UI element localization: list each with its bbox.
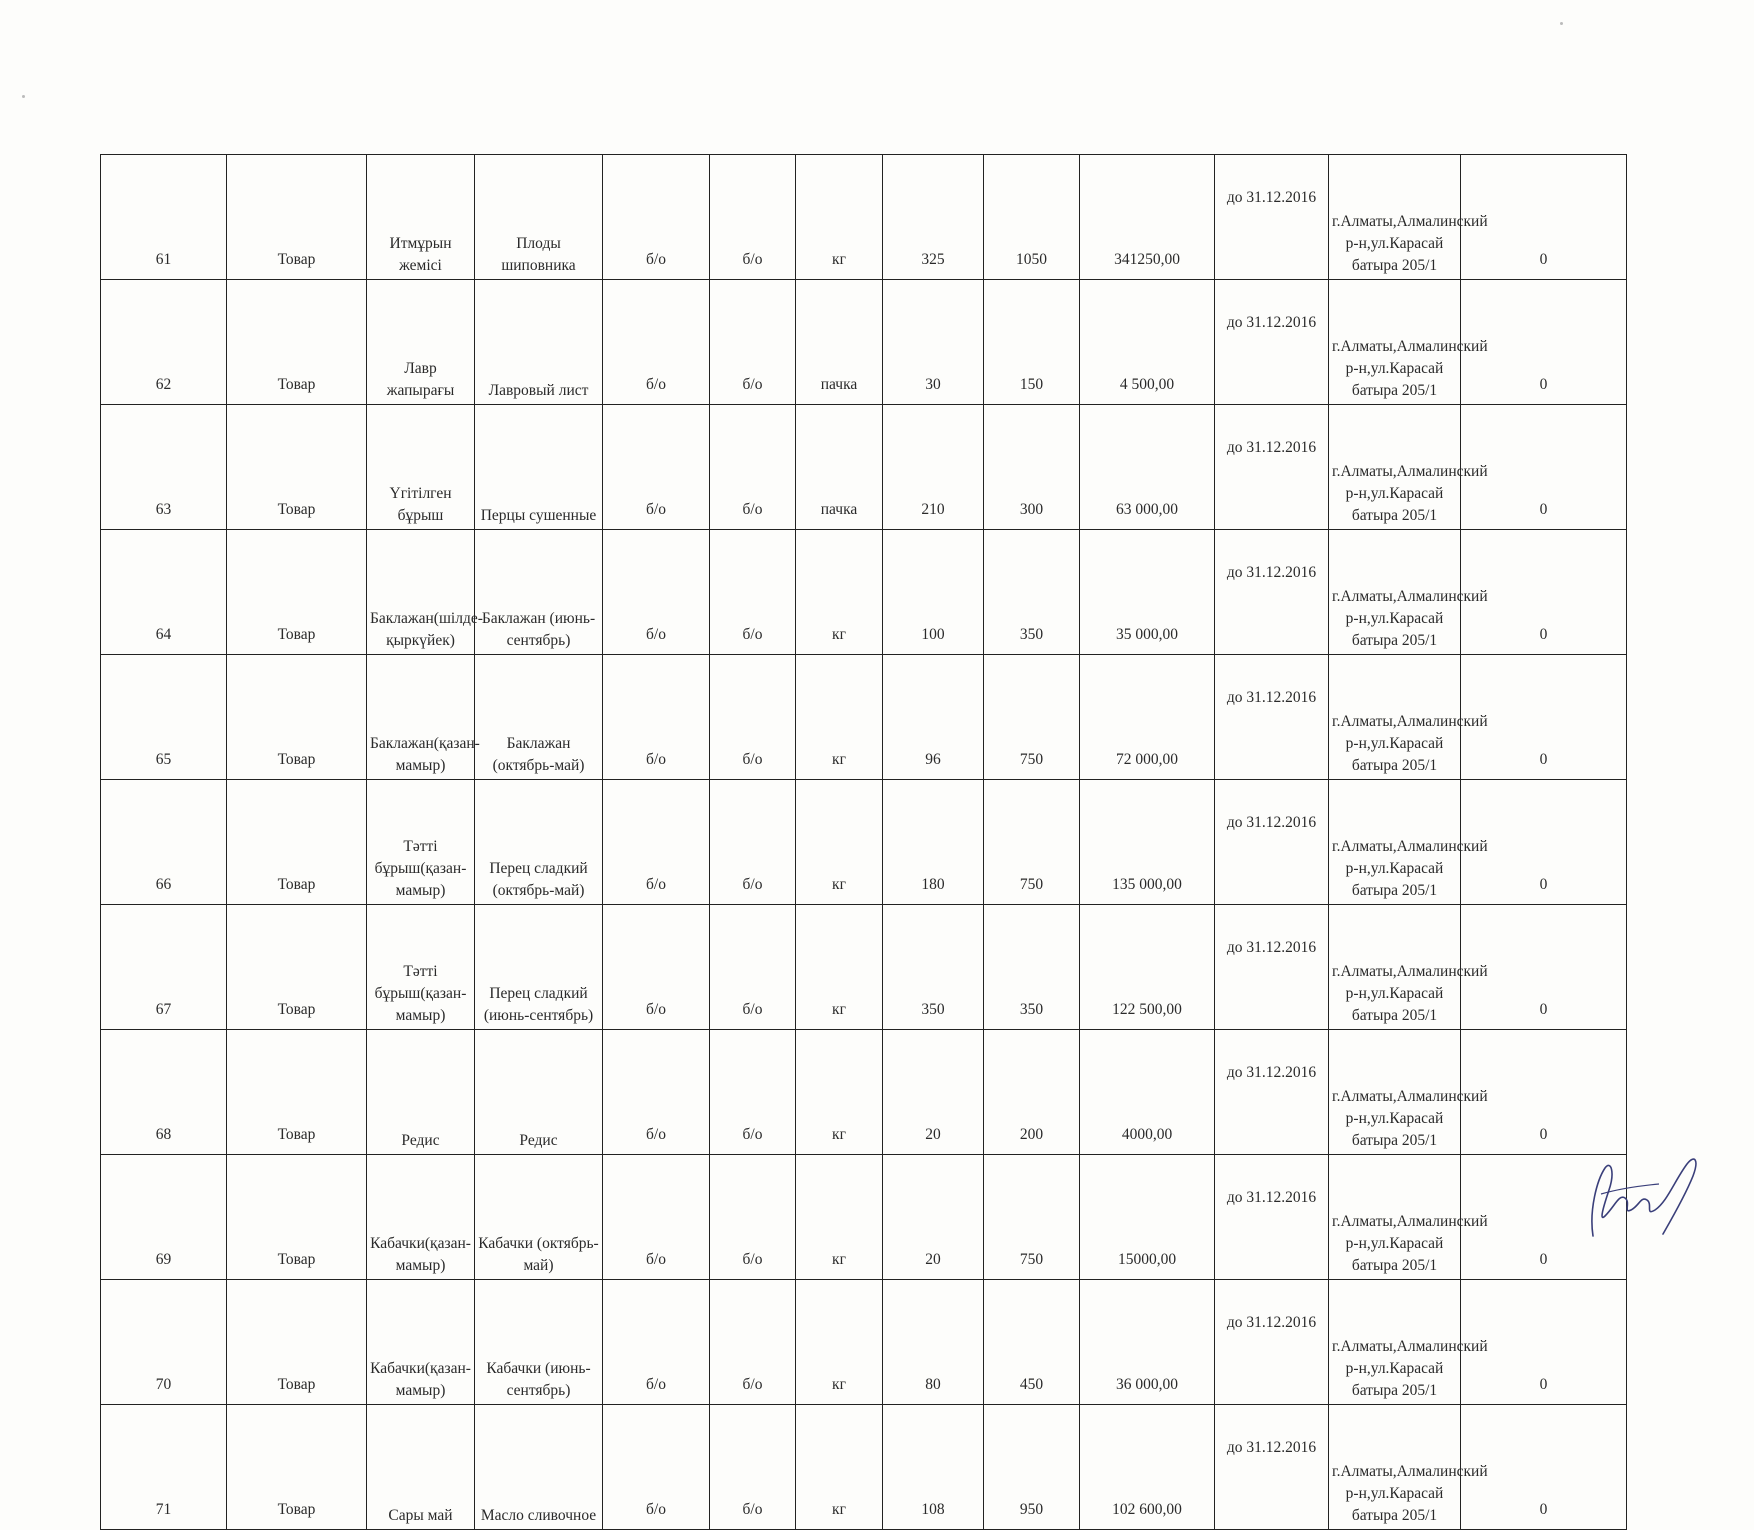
delivery-address-cell: г.Алматы,Алмалинский р-н,ул.Карасай батыра 205/1 bbox=[1329, 1030, 1461, 1155]
name-russian-cell: Кабачки (июнь-сентябрь) bbox=[475, 1280, 603, 1405]
advance-payment-cell: 0 bbox=[1461, 1155, 1627, 1280]
table-row bbox=[101, 280, 1627, 405]
scan-speck bbox=[1560, 22, 1563, 25]
unit-of-measure-cell: кг bbox=[796, 1030, 883, 1155]
quantity-cell: 100 bbox=[883, 530, 984, 655]
unit-price-cell: 950 bbox=[984, 1405, 1080, 1530]
name-kazakh-cell: Баклажан(қазан-мамыр) bbox=[367, 655, 475, 780]
delivery-term-cell: до 31.12.2016 bbox=[1215, 905, 1329, 1030]
delivery-term-cell: до 31.12.2016 bbox=[1215, 405, 1329, 530]
name-russian-cell: Масло сливочное bbox=[475, 1405, 603, 1530]
spec-1-cell: б/о bbox=[603, 280, 710, 405]
advance-payment-cell: 0 bbox=[1461, 1405, 1627, 1530]
name-kazakh-cell: Кабачки(қазан-мамыр) bbox=[367, 1280, 475, 1405]
unit-of-measure-cell: кг bbox=[796, 155, 883, 280]
total-sum-cell: 4000,00 bbox=[1080, 1030, 1215, 1155]
advance-payment-cell: 0 bbox=[1461, 905, 1627, 1030]
quantity-cell: 20 bbox=[883, 1030, 984, 1155]
total-sum-cell: 102 600,00 bbox=[1080, 1405, 1215, 1530]
quantity-cell: 20 bbox=[883, 1155, 984, 1280]
spec-2-cell: б/о bbox=[710, 905, 796, 1030]
row-number-cell: 67 bbox=[101, 905, 227, 1030]
quantity-cell: 350 bbox=[883, 905, 984, 1030]
table-row bbox=[101, 655, 1627, 780]
spec-2-cell: б/о bbox=[710, 405, 796, 530]
delivery-address-cell: г.Алматы,Алмалинский р-н,ул.Карасай батыра 205/1 bbox=[1329, 530, 1461, 655]
table-row bbox=[101, 155, 1627, 280]
spec-1-cell: б/о bbox=[603, 1280, 710, 1405]
scan-speck bbox=[22, 95, 25, 98]
row-number-cell: 63 bbox=[101, 405, 227, 530]
unit-price-cell: 1050 bbox=[984, 155, 1080, 280]
table-row bbox=[101, 1155, 1627, 1280]
spec-2-cell: б/о bbox=[710, 1030, 796, 1155]
name-russian-cell: Баклажан (июнь-сентябрь) bbox=[475, 530, 603, 655]
unit-of-measure-cell: кг bbox=[796, 905, 883, 1030]
delivery-term-cell: до 31.12.2016 bbox=[1215, 780, 1329, 905]
unit-price-cell: 200 bbox=[984, 1030, 1080, 1155]
total-sum-cell: 341250,00 bbox=[1080, 155, 1215, 280]
quantity-cell: 210 bbox=[883, 405, 984, 530]
delivery-address-cell: г.Алматы,Алмалинский р-н,ул.Карасай батыра 205/1 bbox=[1329, 280, 1461, 405]
spec-1-cell: б/о bbox=[603, 1405, 710, 1530]
unit-price-cell: 450 bbox=[984, 1280, 1080, 1405]
unit-price-cell: 300 bbox=[984, 405, 1080, 530]
name-russian-cell: Лавровый лист bbox=[475, 280, 603, 405]
row-number-cell: 66 bbox=[101, 780, 227, 905]
unit-of-measure-cell: кг bbox=[796, 530, 883, 655]
name-russian-cell: Баклажан (октябрь-май) bbox=[475, 655, 603, 780]
delivery-term-cell: до 31.12.2016 bbox=[1215, 1155, 1329, 1280]
spec-2-cell: б/о bbox=[710, 1405, 796, 1530]
row-type-cell: Товар bbox=[227, 155, 367, 280]
delivery-term-cell: до 31.12.2016 bbox=[1215, 280, 1329, 405]
row-number-cell: 69 bbox=[101, 1155, 227, 1280]
name-kazakh-cell: Үгітілген бұрыш bbox=[367, 405, 475, 530]
delivery-term-cell: до 31.12.2016 bbox=[1215, 655, 1329, 780]
delivery-address-cell: г.Алматы,Алмалинский р-н,ул.Карасай батыра 205/1 bbox=[1329, 780, 1461, 905]
spec-2-cell: б/о bbox=[710, 155, 796, 280]
table-row bbox=[101, 905, 1627, 1030]
table-row bbox=[101, 1280, 1627, 1405]
row-number-cell: 68 bbox=[101, 1030, 227, 1155]
advance-payment-cell: 0 bbox=[1461, 405, 1627, 530]
delivery-address-cell: г.Алматы,Алмалинский р-н,ул.Карасай батыра 205/1 bbox=[1329, 905, 1461, 1030]
table-row bbox=[101, 1030, 1627, 1155]
spec-2-cell: б/о bbox=[710, 780, 796, 905]
row-type-cell: Товар bbox=[227, 1155, 367, 1280]
delivery-address-cell: г.Алматы,Алмалинский р-н,ул.Карасай батыра 205/1 bbox=[1329, 655, 1461, 780]
goods-table-body bbox=[101, 155, 1627, 1530]
name-kazakh-cell: Тәтті бұрыш(қазан-мамыр) bbox=[367, 780, 475, 905]
total-sum-cell: 4 500,00 bbox=[1080, 280, 1215, 405]
advance-payment-cell: 0 bbox=[1461, 655, 1627, 780]
row-number-cell: 70 bbox=[101, 1280, 227, 1405]
spec-2-cell: б/о bbox=[710, 1155, 796, 1280]
name-kazakh-cell: Баклажан(шілде-қыркүйек) bbox=[367, 530, 475, 655]
spec-2-cell: б/о bbox=[710, 280, 796, 405]
advance-payment-cell: 0 bbox=[1461, 1030, 1627, 1155]
quantity-cell: 30 bbox=[883, 280, 984, 405]
total-sum-cell: 122 500,00 bbox=[1080, 905, 1215, 1030]
table-row bbox=[101, 405, 1627, 530]
name-russian-cell: Перец сладкий (июнь-сентябрь) bbox=[475, 905, 603, 1030]
row-type-cell: Товар bbox=[227, 905, 367, 1030]
row-number-cell: 65 bbox=[101, 655, 227, 780]
row-type-cell: Товар bbox=[227, 1280, 367, 1405]
table-row bbox=[101, 780, 1627, 905]
total-sum-cell: 15000,00 bbox=[1080, 1155, 1215, 1280]
advance-payment-cell: 0 bbox=[1461, 1280, 1627, 1405]
name-russian-cell: Кабачки (октябрь-май) bbox=[475, 1155, 603, 1280]
name-russian-cell: Редис bbox=[475, 1030, 603, 1155]
procurement-table-sheet bbox=[100, 154, 1626, 1530]
name-kazakh-cell: Тәтті бұрыш(қазан-мамыр) bbox=[367, 905, 475, 1030]
unit-price-cell: 350 bbox=[984, 530, 1080, 655]
name-kazakh-cell: Итмұрын жемісі bbox=[367, 155, 475, 280]
spec-1-cell: б/о bbox=[603, 155, 710, 280]
name-russian-cell: Перцы сушенные bbox=[475, 405, 603, 530]
row-number-cell: 71 bbox=[101, 1405, 227, 1530]
name-kazakh-cell: Сары май bbox=[367, 1405, 475, 1530]
advance-payment-cell: 0 bbox=[1461, 780, 1627, 905]
unit-of-measure-cell: кг bbox=[796, 655, 883, 780]
quantity-cell: 180 bbox=[883, 780, 984, 905]
total-sum-cell: 35 000,00 bbox=[1080, 530, 1215, 655]
unit-of-measure-cell: кг bbox=[796, 780, 883, 905]
goods-table bbox=[100, 154, 1627, 1530]
spec-2-cell: б/о bbox=[710, 1280, 796, 1405]
quantity-cell: 96 bbox=[883, 655, 984, 780]
spec-1-cell: б/о bbox=[603, 1155, 710, 1280]
unit-of-measure-cell: кг bbox=[796, 1280, 883, 1405]
row-type-cell: Товар bbox=[227, 655, 367, 780]
delivery-term-cell: до 31.12.2016 bbox=[1215, 1280, 1329, 1405]
unit-price-cell: 750 bbox=[984, 655, 1080, 780]
row-number-cell: 62 bbox=[101, 280, 227, 405]
unit-of-measure-cell: кг bbox=[796, 1405, 883, 1530]
total-sum-cell: 72 000,00 bbox=[1080, 655, 1215, 780]
unit-of-measure-cell: кг bbox=[796, 1155, 883, 1280]
quantity-cell: 325 bbox=[883, 155, 984, 280]
delivery-term-cell: до 31.12.2016 bbox=[1215, 155, 1329, 280]
delivery-address-cell: г.Алматы,Алмалинский р-н,ул.Карасай батыра 205/1 bbox=[1329, 1405, 1461, 1530]
unit-price-cell: 750 bbox=[984, 780, 1080, 905]
unit-price-cell: 750 bbox=[984, 1155, 1080, 1280]
spec-2-cell: б/о bbox=[710, 530, 796, 655]
delivery-term-cell: до 31.12.2016 bbox=[1215, 1030, 1329, 1155]
table-row bbox=[101, 1405, 1627, 1530]
delivery-address-cell: г.Алматы,Алмалинский р-н,ул.Карасай батыра 205/1 bbox=[1329, 405, 1461, 530]
row-type-cell: Товар bbox=[227, 405, 367, 530]
delivery-term-cell: до 31.12.2016 bbox=[1215, 1405, 1329, 1530]
spec-1-cell: б/о bbox=[603, 1030, 710, 1155]
row-type-cell: Товар bbox=[227, 1030, 367, 1155]
quantity-cell: 80 bbox=[883, 1280, 984, 1405]
unit-of-measure-cell: пачка bbox=[796, 280, 883, 405]
spec-1-cell: б/о bbox=[603, 530, 710, 655]
row-number-cell: 61 bbox=[101, 155, 227, 280]
unit-price-cell: 350 bbox=[984, 905, 1080, 1030]
spec-1-cell: б/о bbox=[603, 905, 710, 1030]
advance-payment-cell: 0 bbox=[1461, 155, 1627, 280]
name-kazakh-cell: Лавр жапырағы bbox=[367, 280, 475, 405]
name-russian-cell: Перец сладкий (октябрь-май) bbox=[475, 780, 603, 905]
unit-of-measure-cell: пачка bbox=[796, 405, 883, 530]
delivery-address-cell: г.Алматы,Алмалинский р-н,ул.Карасай батыра 205/1 bbox=[1329, 1155, 1461, 1280]
advance-payment-cell: 0 bbox=[1461, 280, 1627, 405]
signature bbox=[1575, 1150, 1715, 1240]
name-russian-cell: Плоды шиповника bbox=[475, 155, 603, 280]
row-type-cell: Товар bbox=[227, 1405, 367, 1530]
unit-price-cell: 150 bbox=[984, 280, 1080, 405]
delivery-term-cell: до 31.12.2016 bbox=[1215, 530, 1329, 655]
spec-1-cell: б/о bbox=[603, 780, 710, 905]
total-sum-cell: 36 000,00 bbox=[1080, 1280, 1215, 1405]
name-kazakh-cell: Редис bbox=[367, 1030, 475, 1155]
row-number-cell: 64 bbox=[101, 530, 227, 655]
row-type-cell: Товар bbox=[227, 780, 367, 905]
row-type-cell: Товар bbox=[227, 530, 367, 655]
row-type-cell: Товар bbox=[227, 280, 367, 405]
total-sum-cell: 135 000,00 bbox=[1080, 780, 1215, 905]
quantity-cell: 108 bbox=[883, 1405, 984, 1530]
total-sum-cell: 63 000,00 bbox=[1080, 405, 1215, 530]
delivery-address-cell: г.Алматы,Алмалинский р-н,ул.Карасай батыра 205/1 bbox=[1329, 1280, 1461, 1405]
name-kazakh-cell: Кабачки(қазан-мамыр) bbox=[367, 1155, 475, 1280]
table-row bbox=[101, 530, 1627, 655]
spec-2-cell: б/о bbox=[710, 655, 796, 780]
spec-1-cell: б/о bbox=[603, 405, 710, 530]
advance-payment-cell: 0 bbox=[1461, 530, 1627, 655]
spec-1-cell: б/о bbox=[603, 655, 710, 780]
delivery-address-cell: г.Алматы,Алмалинский р-н,ул.Карасай батыра 205/1 bbox=[1329, 155, 1461, 280]
